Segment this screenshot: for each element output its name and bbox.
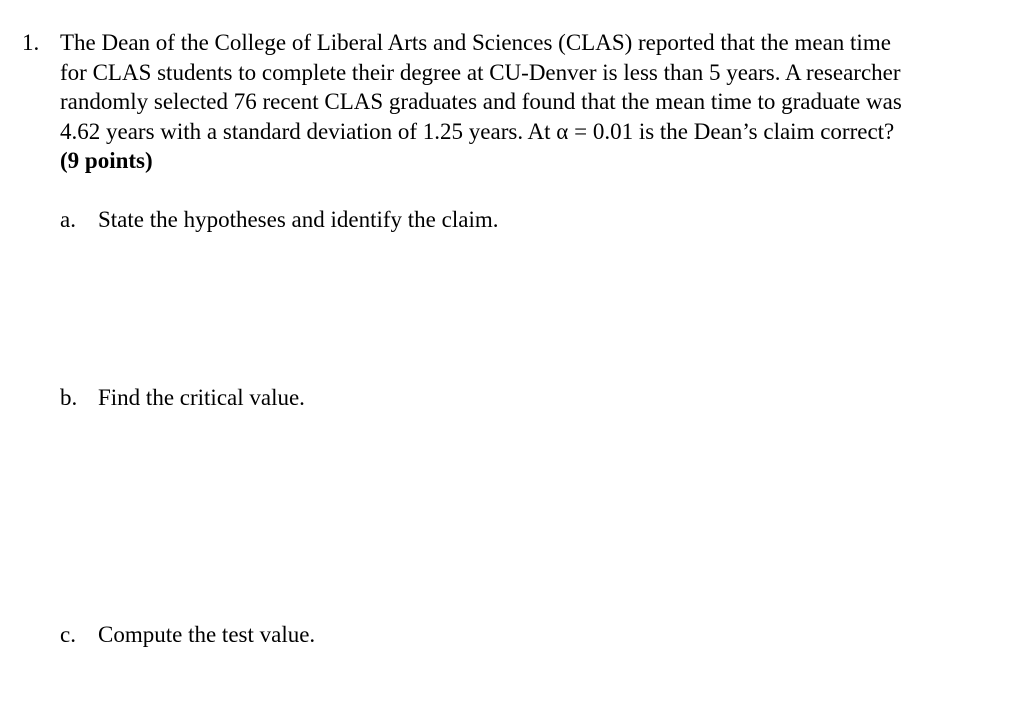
subpart-c <box>60 620 315 649</box>
problem-line-2: for CLAS students to complete their degree at CU-Denver is less than 5 years. A researcher <box>60 59 901 85</box>
subpart-letter: b. <box>60 385 78 410</box>
subpart-b <box>60 383 305 412</box>
problem-line-4: 4.62 years with a standard deviation of 1.25 years. At α = 0.01 is the Dean’s claim correct? <box>60 118 895 144</box>
problem-line-1: The Dean of the College of Liberal Arts and Sciences (CLAS) reported that the mean time <box>60 30 891 55</box>
problem-line-3: randomly selected 76 recent CLAS graduates and found that the mean time to graduate was <box>60 89 902 114</box>
subpart-a <box>60 205 498 234</box>
problem-statement <box>60 28 1010 176</box>
points-label: (9 points) <box>60 148 153 173</box>
subpart-text: State the hypotheses and identify the claim. <box>98 207 499 232</box>
subpart-letter: c. <box>60 622 76 647</box>
problem-number: 1. <box>22 30 40 55</box>
subpart-text: Compute the test value. <box>98 622 316 647</box>
subpart-letter: a. <box>60 207 76 232</box>
subpart-text: Find the critical value. <box>98 385 305 410</box>
